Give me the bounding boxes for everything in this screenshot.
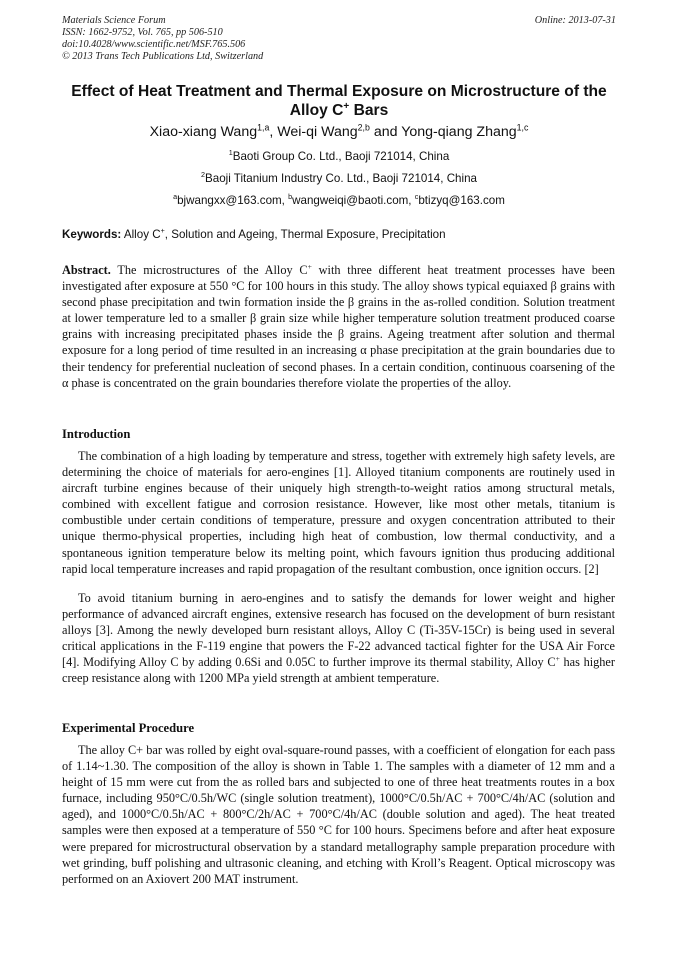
email-address: wangweiqi@baoti.com,: [292, 194, 415, 207]
author-affiliation-mark: 1,c: [516, 122, 529, 133]
email-address: btizyq@163.com: [418, 194, 505, 207]
publication-header: [62, 15, 616, 63]
paper-title: [55, 82, 623, 120]
title-line-2-post: Bars: [349, 102, 389, 119]
introduction-heading: Introduction: [62, 427, 131, 441]
issn-line: ISSN: 1662-9752, Vol. 765, pp 506-510: [62, 27, 223, 38]
email-address: bjwangxx@163.com,: [177, 194, 289, 207]
affiliation-mark: 1: [228, 148, 233, 158]
title-line-1: Effect of Heat Treatment and Thermal Exposure on Microstructure of the: [71, 83, 607, 100]
keywords-line: [62, 228, 617, 242]
affiliation-text: Baoti Group Co. Ltd., Baoji 721014, China: [232, 150, 450, 163]
author-list: [55, 123, 623, 141]
keywords-superscript: +: [160, 226, 165, 236]
abstract-label: Abstract.: [62, 263, 111, 277]
introduction-paragraph-1: The combination of a high loading by temperature and stress, together with extremely high safety levels, are determining the choice of materials for aero-engines [1]. Alloyed titanium components are routinely used in aircraft turbine engines because of their uniquely high strength-to-weight ratios among structural metals, combined with excellent fatigue and corrosion resistance. However, like most other metals, titanium is combustible under certain conditions of temperature, pressure and oxygen concentration attributed to their unique thermo-physical properties, including high heat of combustion, low thermal conductivity, and a spontaneous ignition temperature below its melting point, which favours ignition thus producing additional rapid local temperature increases and rapid propagation of the resultant combustion, once ignition occurs. [2]: [62, 449, 615, 576]
abstract-text-pre: The microstructures of the Alloy C: [110, 263, 308, 277]
experimental-paragraph-1: The alloy C+ bar was rolled by eight oval-square-round passes, with a coefficient of elongation for each pass of 1.14~1.30. The composition of the alloy is shown in Table 1. The samples with a diameter of 12 mm and a height of 15 mm were cut from the as rolled bars and subjected to one of three heat treatments routes in a box furnace, including 950°C/0.5h/WC (single solution treatment), 1000°C/0.5h/AC + 700°C/4h/AC (solution and aged), and 1000°C/0.5h/AC + 800°C/2h/AC + 700°C/4h/AC (double solution and aged). The heat treated samples were then exposed at a temperature of 550 °C for 100 hours. Specimens before and after heat exposure were prepared for microstructural observation by a standard metallography sample preparation procedure with wet grinding, buff polishing and ultrasonic cleaning, and etching with Kroll’s Reagent. Optical microscopy was performed on an Axiovert 200 MAT instrument.: [62, 743, 615, 886]
author-name: Yong-qiang Zhang: [401, 124, 517, 140]
author-name: Wei-qi Wang: [277, 124, 358, 140]
affiliation-1: [55, 150, 623, 164]
title-line-2-pre: Alloy C: [289, 102, 344, 119]
experimental-heading: Experimental Procedure: [62, 721, 195, 735]
intro-p2-text-pre: To avoid titanium burning in aero-engines and to satisfy the demands for lower weight and higher performance of advanced aircraft engines, extensive research has focused on the development of burn resistant alloys [3]. Among the newly developed burn resistant alloys, Alloy C (Ti-35V-15Cr) is being used in several critical applications in the F-119 engine that powers the F-22 advanced tactical fighter for the USA Air Force [4]. Modifying Alloy C by adding 0.6Si and 0.05C to further improve its thermal stability, Alloy C: [62, 591, 615, 670]
author-separator: ,: [269, 124, 278, 140]
journal-name: Materials Science Forum: [62, 15, 166, 26]
intro-p2-text-post: has higher creep resistance along with 1200 MPa yield strength at ambient temperature.: [62, 655, 615, 686]
copyright-line: © 2013 Trans Tech Publications Ltd, Switzerland: [62, 51, 264, 62]
author-affiliation-mark: 2,b: [357, 122, 370, 133]
author-name: Xiao-xiang Wang: [149, 124, 258, 140]
affiliation-text: Baoji Titanium Industry Co. Ltd., Baoji 721014, China: [205, 172, 477, 185]
keywords-text-pre: Alloy C: [121, 228, 161, 241]
author-separator: and: [369, 124, 402, 140]
affiliation-mark: 2: [201, 170, 206, 180]
email-mark: b: [288, 192, 293, 202]
keywords-text-post: , Solution and Ageing, Thermal Exposure, Precipitation: [164, 228, 446, 241]
abstract-superscript: +: [307, 261, 312, 271]
keywords-label: Keywords:: [62, 228, 122, 241]
abstract-text-post: with three different heat treatment processes have been investigated after exposure at 550 °C for 100 hours in this study. The alloy shows typical equiaxed β grains with second phase precipitation and twin formation inside the β grains in the as-rolled condition. Solution treatment at lower temperature led to a smaller β grain size while higher temperature solution treatment produced coarse grains with increasing precipitated phases inside the β grains. Ageing treatment after solution and thermal exposure for a long period of time resulted in an increasing α phase precipitation at the grain boundaries due to their tendency for preferential nucleation of second phases. In a certain condition, continuous coarsening of the α phase is concentrated on the grain boundaries therefore violate the properties of the alloy.: [62, 263, 615, 390]
affiliation-2: [55, 172, 623, 186]
email-list: [55, 194, 623, 208]
online-date: Online: 2013-07-31: [534, 15, 616, 26]
title-superscript: +: [343, 100, 350, 112]
abstract-paragraph: [62, 262, 615, 391]
introduction-paragraph-2: [62, 590, 615, 687]
email-mark: c: [414, 192, 419, 202]
email-mark: a: [173, 192, 178, 202]
doi-line: doi:10.4028/www.scientific.net/MSF.765.506: [62, 39, 246, 50]
author-affiliation-mark: 1,a: [257, 122, 270, 133]
intro-p2-superscript: +: [555, 654, 560, 664]
